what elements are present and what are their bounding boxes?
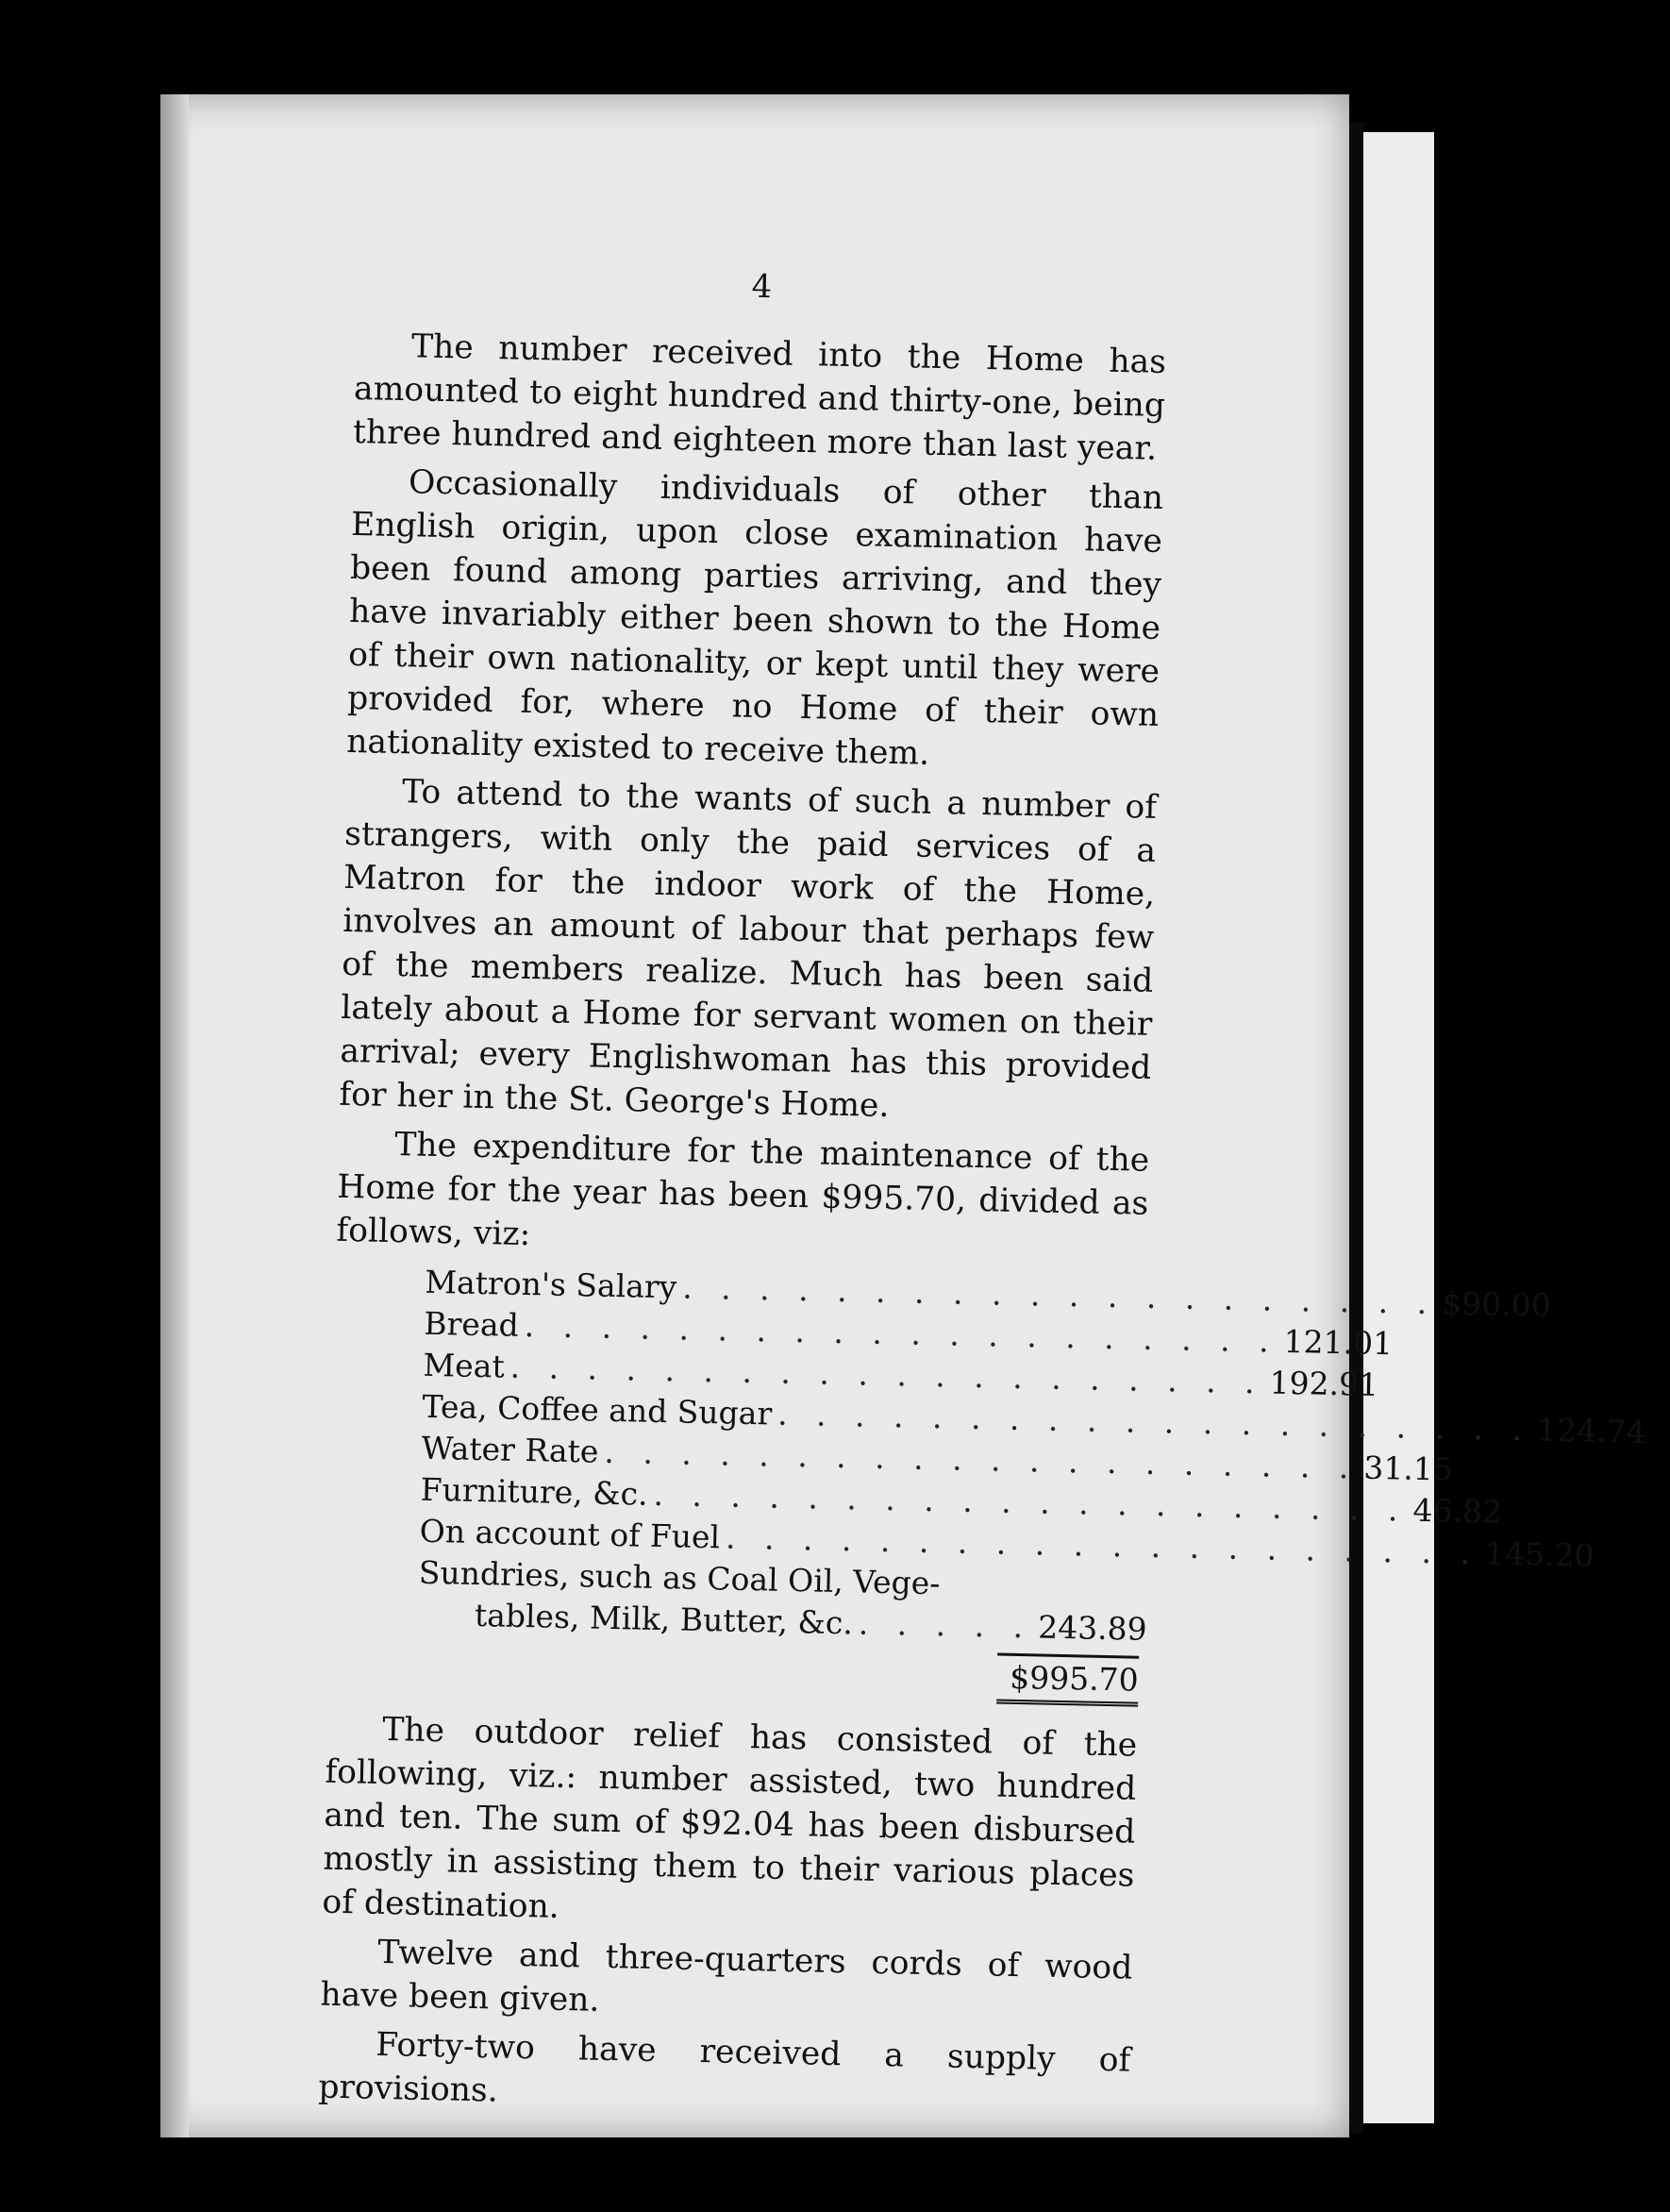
total-amount: $995.70	[996, 1656, 1139, 1707]
paragraph-expenditure-intro: The expenditure for the maintenance of the Home for the year has been $995.70, divided as follows, viz:	[336, 1126, 1150, 1254]
leader-dots: . . . . . . . . . . . . . . . . . . . .	[681, 1268, 1437, 1322]
leader-dots: . . . . . . . . . . . . . . . . . . . .	[777, 1395, 1532, 1449]
paragraph-nationality: Occasionally individuals of other than English origin, upon close examination have been found among parties arriving, and they have invariably either been shown to the Home of their own nationality, or kept until they were provided for, where no Home of their own nationality existed to receive them.	[345, 463, 1164, 773]
leader-dots: . . . . . . . . . . . . . . . . . . . .	[509, 1348, 1265, 1401]
expense-label: Water Rate	[421, 1429, 599, 1470]
expense-label: Furniture, &c.	[420, 1470, 648, 1513]
adjacent-page-edge	[1363, 132, 1434, 2123]
expense-amount: 145.20	[1484, 1534, 1595, 1574]
leader-dots: . . . . .	[858, 1604, 1033, 1646]
expense-amount: 192.91	[1269, 1364, 1379, 1403]
expense-label: Sundries, such as Coal Oil, Vege-	[418, 1553, 941, 1602]
expense-amount: 121.01	[1283, 1322, 1394, 1363]
expense-label: Meat	[423, 1346, 506, 1385]
page-edge-shadow	[1349, 123, 1364, 2133]
leader-dots: . . . . . . . . . . . . . . . . . . . .	[604, 1433, 1359, 1486]
paragraph-provisions: Forty-two have received a supply of provisions.	[318, 2025, 1131, 2110]
expense-amount: 46.82	[1412, 1491, 1503, 1531]
expense-amount: 124.74	[1536, 1411, 1646, 1450]
expense-total	[326, 1642, 1139, 1707]
expense-amount: $90.00	[1441, 1284, 1552, 1324]
paragraph-outdoor-relief: The outdoor relief has consisted of the following, viz.: number assisted, two hundred and ten. The sum of $92.04 has been disbursed mostly in assisting them to their various places of destination.	[322, 1710, 1138, 1926]
leader-dots: . . . . . . . . . . . . . . . . . . . .	[653, 1475, 1408, 1529]
expense-label: Bread	[424, 1304, 520, 1344]
paragraph-received: The number received into the Home has amounted to eight hundred and thirty-one, being three hundred and eighteen more than last year.	[352, 327, 1167, 468]
paragraph-wood: Twelve and three-quarters cords of wood have been given.	[320, 1933, 1133, 2019]
expense-label: Matron's Salary	[424, 1263, 677, 1306]
expenditure-table	[326, 1260, 1646, 1707]
expense-label: tables, Milk, Butter, &c.	[474, 1596, 854, 1642]
paragraph-labour: To attend to the wants of such a number of strangers, with only the paid services of a Matron for the indoor work of the Home, involves an amount of labour that perhaps few of the members realize. Much has been said lately about a Home for servant women on their arrival; every Englishwoman has this provided for her in the St. George's Home.	[339, 773, 1158, 1126]
expense-amount: 31.15	[1362, 1449, 1454, 1488]
leader-dots: . . . . . . . . . . . . . . . . . . . .	[725, 1518, 1480, 1572]
expense-amount: 243.89	[1037, 1608, 1148, 1648]
page-number: 4	[751, 267, 773, 307]
expense-label: Tea, Coffee and Sugar	[422, 1387, 773, 1433]
page-content	[318, 260, 1646, 2132]
expense-label: On account of Fuel	[419, 1512, 721, 1556]
leader-dots: . . . . . . . . . . . . . . . . . . . .	[524, 1306, 1279, 1360]
